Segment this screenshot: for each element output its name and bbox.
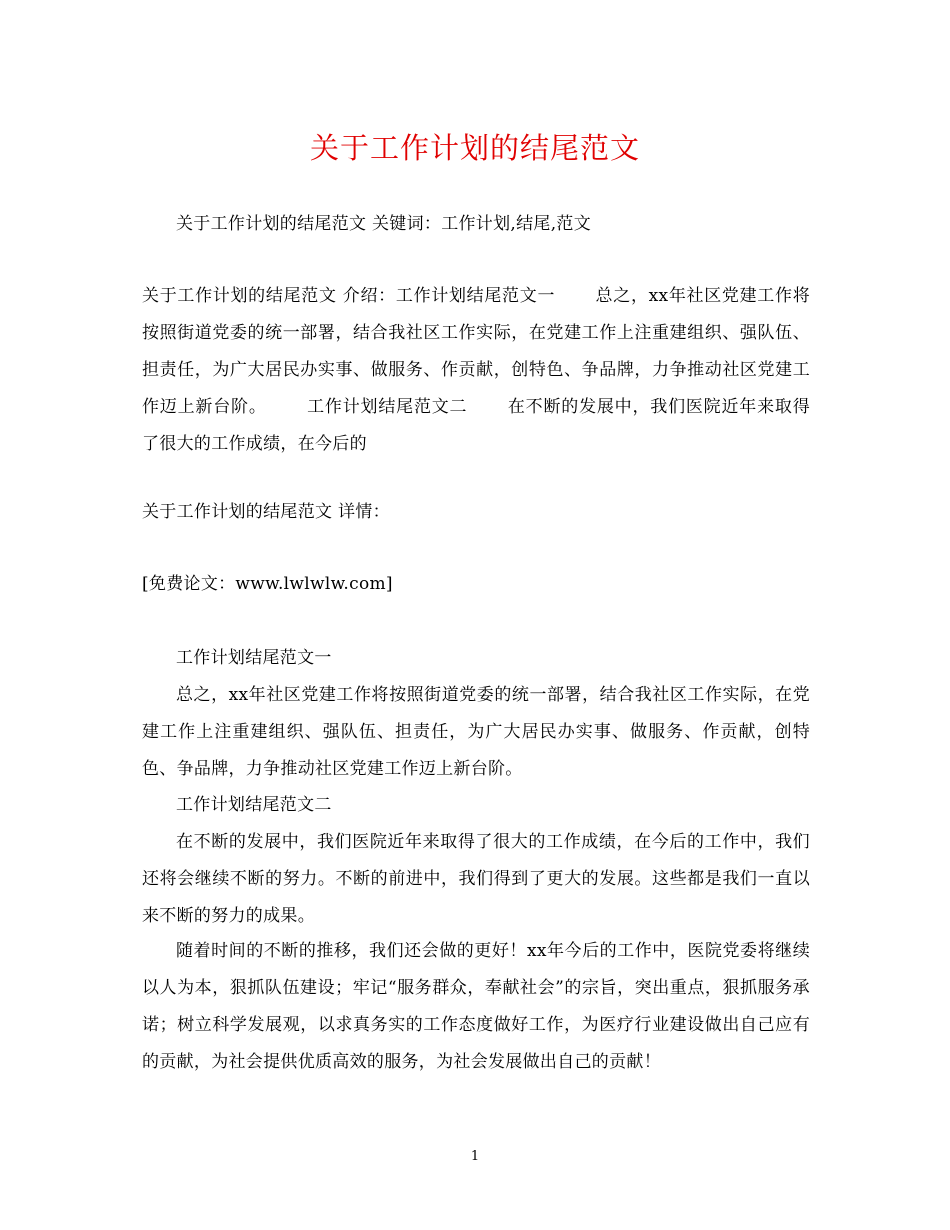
- section-heading-two: 工作计划结尾范文二: [176, 795, 332, 815]
- body-paragraph-one: 总之，xx年社区党建工作将按照街道党委的统一部署，结合我社区工作实际，在党建工作上注重建组织、强队伍、担责任，为广大居民办实事、做服务、作贡献，创特色、争品牌，力争推动社区党建工作迈上新台阶。: [142, 685, 810, 779]
- body-paragraph-two: 在不断的发展中，我们医院近年来取得了很大的工作成绩，在今后的工作中，我们还将会继续不断的努力。不断的前进中，我们得到了更大的发展。这些都是我们一直以来不断的努力的成果。: [142, 832, 810, 926]
- document-title: 关于工作计划的结尾范文: [309, 131, 640, 165]
- intro-part-2: 工作计划结尾范文二: [306, 397, 468, 417]
- page-number: 1: [470, 1149, 480, 1164]
- section-heading-one: 工作计划结尾范文一: [176, 648, 332, 668]
- intro-lead: 关于工作计划的结尾范文 介绍：工作计划结尾范文一: [142, 286, 556, 306]
- body-paragraph-three: 随着时间的不断的推移，我们还会做的更好！xx年今后的工作中，医院党委将继续以人为本，狠抓队伍建设；牢记“服务群众，奉献社会”的宗旨，突出重点，狠抓服务承诺；树立科学发展观，以求真务实的工作态度做好工作，为医疗行业建设做出自己应有的贡献，为社会提供优质高效的服务，为社会发展做出自己的贡献！: [142, 941, 810, 1072]
- intro-part-1: 总之，xx年社区党建工作将按照街道党委的统一部署，结合我社区工作实际，在党建工作上注重建组织、强队伍、担责任，为广大居民办实事、做服务、作贡献，创特色、争品牌，力争推动社区党建工作迈上新台阶。: [142, 286, 811, 417]
- source-note: [免费论文：www.lwlwlw.com]: [142, 574, 393, 594]
- keywords-line: 关于工作计划的结尾范文 关键词：工作计划,结尾,范文: [176, 214, 592, 234]
- intro-paragraph: [142, 278, 810, 463]
- details-label: 关于工作计划的结尾范文 详情：: [142, 502, 390, 522]
- intro-part-3: 在不断的发展中，我们医院近年来取得了很大的工作成绩，在今后的: [142, 397, 810, 454]
